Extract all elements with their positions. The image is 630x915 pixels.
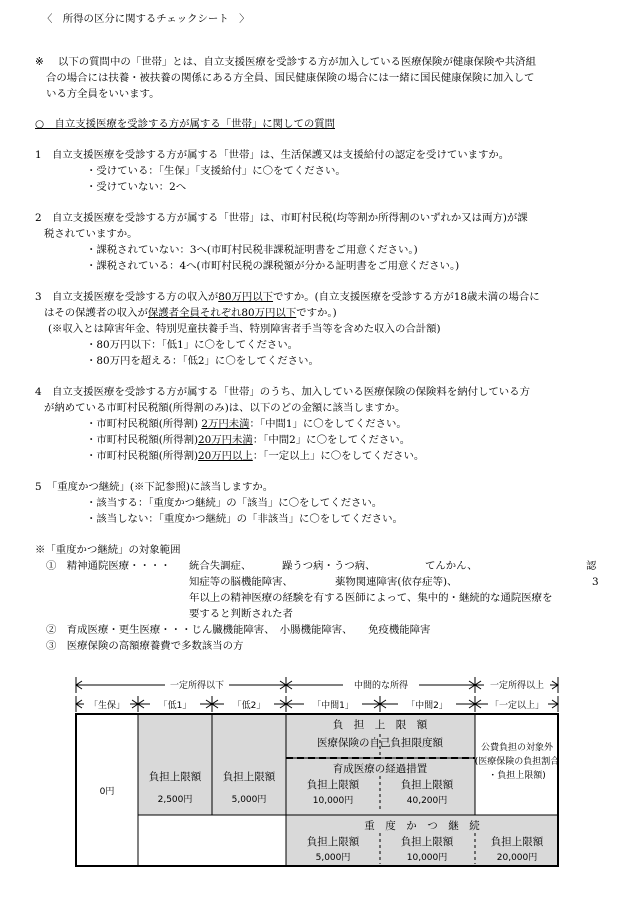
q3-option-2: ・80万円を超える：「低2」に〇をしてください。 [86,355,319,367]
juudo-high-amount: 20,000円 [496,853,538,863]
band-low-label: 一定所得以下 [169,681,225,691]
scope-item-1-e: 知症等の脳機能障害、 [189,576,293,588]
q1-option-2: ・受けていない：2へ [86,181,187,193]
q4-option-3: ・市町村民税額(所得割)20万円以上：「一定以上」に〇をしてください。 [86,450,425,462]
q2-line-1: 2 自立支援医療を受診する方が属する「世帯」は、市町村民税(均等割か所得割のいずれか又は両方)が課 [35,212,528,224]
juudo-mid2-label: 負担上限額 [400,836,454,848]
q2-line-2: 税されていますか。 [44,228,138,240]
low2-cap-label: 負担上限額 [222,771,276,783]
cat-high: 「一定以上」 [489,701,545,711]
band-high-label: 一定所得以上 [489,681,545,691]
q4-line-1: 4 自立支援医療を受診する方が属する「世帯」のうち、加入している医療保険の保険料を納付している方 [35,386,530,398]
q3-option-1: ・80万円以下：「低1」に〇をしてください。 [86,339,299,351]
cat-seiho: 「生保」 [88,701,126,711]
q3-line-2: はその保護者の収入が保護者全員それぞれ80万円以下ですか。) [44,307,337,319]
q3-guardian-threshold: 保護者全員それぞれ80万円以下 [147,307,297,319]
note-line-1: 以下の質問中の「世帯」とは、自立支援医療を受診する方が加入している医療保険が健康保険や共済組 [58,56,536,68]
kouhi-note-1: 公費負担の対象外 [480,743,554,753]
cap-title: 負 担 上 限 額 [332,719,428,731]
q3-threshold: 80万円以下 [218,291,274,303]
section-heading: ○ 自立支援医療を受診する方が属する「世帯」に関しての質問 [35,118,336,130]
juudo-mid2-amount: 10,000円 [406,853,448,863]
q1-option-1: ・受けている：「生保」「支援給付」に〇をてください。 [86,165,346,177]
scope-item-1-c: てんかん、 [425,560,478,572]
low2-amount: 5,000円 [231,795,267,805]
q4-option-1: ・市町村民税額(所得割) 2万円未満：「中間1」に〇をしてください。 [86,418,407,430]
seiho-amount: 0円 [99,787,115,797]
scope-item-1-i: 要すると判断された者 [189,608,293,620]
note-line-3: いる方全員をいいます。 [46,88,160,100]
ikusei-title: 育成医療の経過措置 [332,763,428,775]
cap-subtitle: 医療保険の自己負担限度額 [317,737,443,749]
juudo-mid1-label: 負担上限額 [306,836,360,848]
scope-item-2: ② 育成医療・更生医療・・・じん臓機能障害、 小腸機能障害、 免疫機能障害 [46,624,431,636]
cat-mid1: 「中間1」 [312,701,354,711]
juudo-title: 重 度 か つ 継 続 [364,820,480,832]
scope-heading: ※「重度かつ継続」の対象範囲 [35,544,181,556]
ikusei-mid1-amount: 10,000円 [312,796,354,806]
scope-item-1-b: 躁うつ病・うつ病、 [282,560,376,572]
scope-item-1-a: 統合失調症、 [189,560,252,572]
scope-item-1-d: 認 [586,560,597,572]
q4-line-2: が納めている市町村民税額(所得割のみ)は、以下のどの金額に該当しますか。 [44,402,406,414]
low1-amount: 2,500円 [157,795,193,805]
ikusei-mid2-label: 負担上限額 [400,779,454,791]
juudo-high-label: 負担上限額 [490,836,544,848]
kouhi-note-2: (医療保険の負担割合 [474,757,560,767]
scope-item-1-h: 年以上の精神医療の経験を有する医師によって、集中的・継続的な通院医療を [189,592,553,604]
note-mark: ※ [35,56,44,68]
ikusei-mid2-amount: 40,200円 [406,796,448,806]
scope-item-1-f: 薬物関連障害(依存症等)、 [335,576,458,588]
cat-low1: 「低1」 [158,701,192,711]
scope-item-1-g: 3 [592,576,599,588]
ikusei-mid1-label: 負担上限額 [306,779,360,791]
page-title: 〈 所得の区分に関するチェックシート 〉 [42,13,250,25]
scope-item-3: ③ 医療保険の高額療養費で多数該当の方 [46,640,244,652]
q2-option-2: ・課税されている：4へ(市町村民税の課税額が分かる証明書をご用意ください。) [86,260,460,272]
q4-option-2: ・市町村民税額(所得割)20万円未満：「中間2」に〇をしてください。 [86,434,411,446]
q5-option-2: ・該当しない：「重度かつ継続」の「非該当」に〇をしてください。 [86,513,403,525]
cat-mid2: 「中間2」 [406,701,448,711]
band-mid-label: 中間的な所得 [353,681,409,691]
q1-line: 1 自立支援医療を受診する方が属する「世帯」は、生活保護又は支援給付の認定を受けていますか。 [35,149,510,161]
juudo-mid1-amount: 5,000円 [315,853,351,863]
scope-item-1-label: ① 精神通院医療・・・・ [46,560,171,572]
cat-low2: 「低2」 [232,701,266,711]
q2-option-1: ・課税されていない：3へ(市町村民税非課税証明書をご用意ください。) [86,244,418,256]
q5-line: 5 「重度かつ継続」(※下記参照)に該当しますか。 [35,481,274,493]
q3-income-note: (※収入とは障害年金、特別児童扶養手当、特別障害者手当等を含めた収入の合計額) [48,323,441,335]
q3-line-1: 3 自立支援医療を受診する方の収入が80万円以下ですか。(自立支援医療を受診する方が18歳未満の場合に [35,291,540,303]
note-line-2: 合の場合には扶養・被扶養の関係にある方全員、国民健康保険の場合には一緒に国民健康保険に加入して [46,72,535,84]
q5-option-1: ・該当する：「重度かつ継続」の「該当」に〇をしてください。 [86,497,383,509]
low1-cap-label: 負担上限額 [148,771,202,783]
kouhi-note-3: ・負担上限額) [488,771,546,781]
